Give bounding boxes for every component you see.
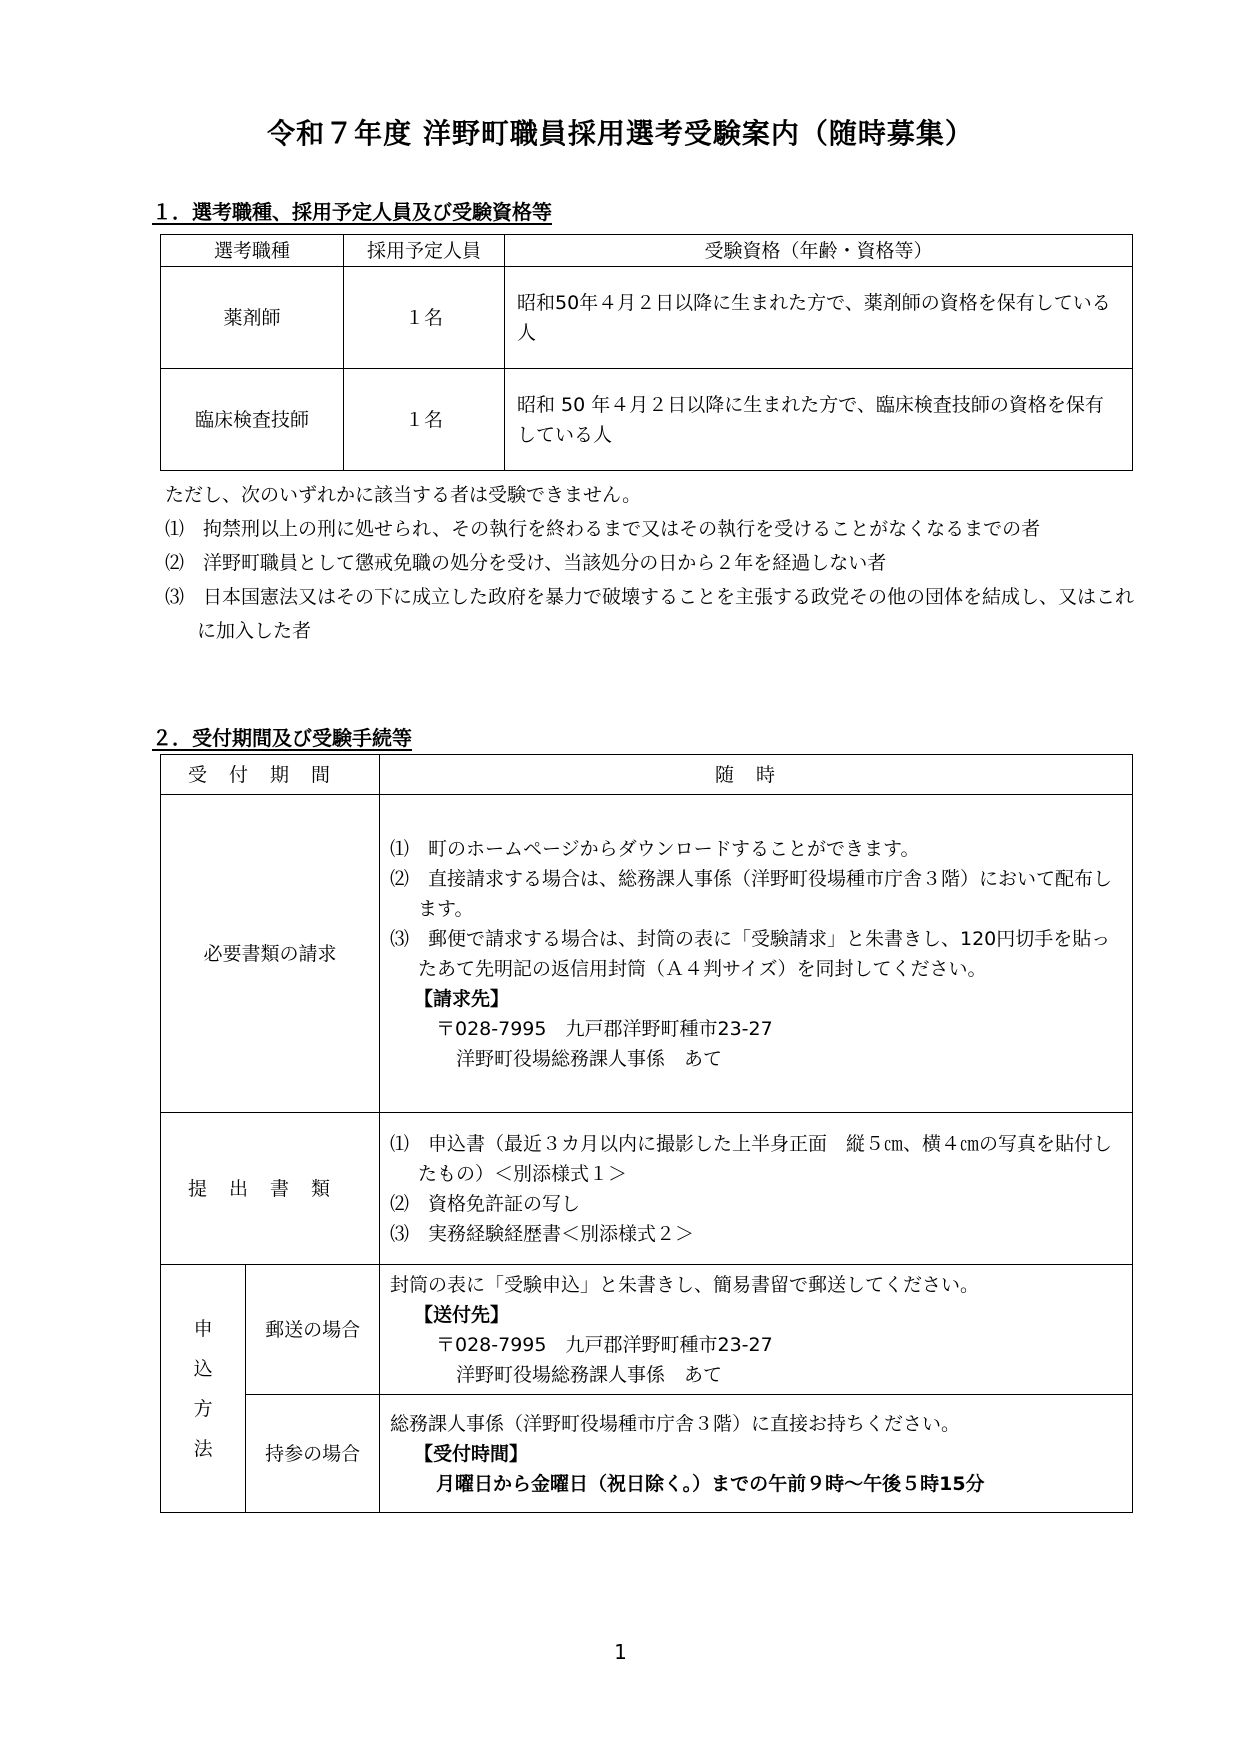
request-item: ⑵ 直接請求する場合は、総務課人事係（洋野町役場種市庁舎３階）において配布します。 [390, 867, 1113, 920]
table-header-row [161, 235, 1133, 267]
period-label: 受付期間 [161, 755, 380, 795]
table-row [161, 369, 1133, 471]
method-label-char: 方 [193, 1397, 213, 1420]
note-item: ⑶ 日本国憲法又はその下に成立した政府を暴力で破壊することを主張する政党その他の団体を結成し、又はこれに加入した者 [165, 586, 1135, 642]
request-label: 必要書類の請求 [161, 795, 380, 1113]
count-cell: １名 [344, 267, 505, 369]
mail-label: 郵送の場合 [246, 1265, 380, 1395]
docs-label: 提出書類 [161, 1113, 380, 1265]
mail-content [380, 1265, 1133, 1395]
docs-item: ⑶ 実務経験経歴書＜別添様式２＞ [390, 1222, 695, 1245]
period-value: 随時 [380, 755, 1133, 795]
request-dest-label: 【請求先】 [414, 987, 510, 1010]
bring-row [161, 1395, 1133, 1513]
mail-text: 封筒の表に「受験申込」と朱書きし、簡易書留で郵送してください。 [390, 1273, 980, 1296]
section1-heading: １．選考職種、採用予定人員及び受験資格等 [152, 200, 552, 224]
bring-label: 持参の場合 [246, 1395, 380, 1513]
mail-dest-name: 洋野町役場総務課人事係 あて [456, 1363, 723, 1386]
page-title: 令和７年度 洋野町職員採用選考受験案内（随時募集） [267, 117, 974, 150]
header-job: 選考職種 [161, 235, 344, 267]
disqualification-notes [165, 478, 1135, 648]
mail-row [161, 1265, 1133, 1395]
request-content [380, 795, 1133, 1113]
docs-item: ⑴ 申込書（最近３カ月以内に撮影した上半身正面 縦５㎝、横４㎝の写真を貼付したもの）＜別添様式１＞ [390, 1132, 1113, 1185]
method-label [161, 1265, 246, 1513]
procedure-table [160, 754, 1133, 1513]
bring-time-label: 【受付時間】 [414, 1442, 529, 1465]
request-row [161, 795, 1133, 1113]
request-dest-name: 洋野町役場総務課人事係 あて [456, 1047, 723, 1070]
notes-intro: ただし、次のいずれかに該当する者は受験できません。 [165, 484, 642, 506]
documents-row [161, 1113, 1133, 1265]
docs-item: ⑵ 資格免許証の写し [390, 1192, 581, 1215]
bring-text: 総務課人事係（洋野町役場種市庁舎３階）に直接お持ちください。 [390, 1412, 961, 1435]
qualification-cell: 昭和50年４月２日以降に生まれた方で、薬剤師の資格を保有している人 [505, 267, 1133, 369]
method-label-char: 申 [193, 1317, 213, 1340]
count-cell: １名 [344, 369, 505, 471]
header-count: 採用予定人員 [344, 235, 505, 267]
request-item: ⑶ 郵便で請求する場合は、封筒の表に「受験請求」と朱書きし、120円切手を貼ったあて先明記の返信用封筒（Ａ４判サイズ）を同封してください。 [390, 927, 1111, 980]
request-item: ⑴ 町のホームページからダウンロードすることができます。 [390, 837, 920, 860]
header-qualification: 受験資格（年齢・資格等） [505, 235, 1133, 267]
job-cell: 臨床検査技師 [161, 369, 344, 471]
mail-dest-label: 【送付先】 [414, 1303, 510, 1326]
bring-content [380, 1395, 1133, 1513]
mail-dest-address: 〒028-7995 九戸郡洋野町種市23-27 [436, 1333, 773, 1356]
job-cell: 薬剤師 [161, 267, 344, 369]
page-number: 1 [614, 1640, 627, 1664]
period-row [161, 755, 1133, 795]
request-dest-address: 〒028-7995 九戸郡洋野町種市23-27 [436, 1017, 773, 1040]
qualification-cell: 昭和 50 年４月２日以降に生まれた方で、臨床検査技師の資格を保有している人 [505, 369, 1133, 471]
table-row [161, 267, 1133, 369]
note-item: ⑵ 洋野町職員として懲戒免職の処分を受け、当該処分の日から２年を経過しない者 [165, 552, 887, 574]
bring-time: 月曜日から金曜日（祝日除く。）までの午前９時～午後５時15分 [436, 1472, 985, 1495]
note-item: ⑴ 拘禁刑以上の刑に処せられ、その執行を終わるまで又はその執行を受けることがなくなるまでの者 [165, 518, 1041, 540]
docs-content [380, 1113, 1133, 1265]
method-label-char: 込 [193, 1357, 213, 1380]
section2-heading: ２．受付期間及び受験手続等 [152, 726, 412, 750]
method-label-char: 法 [193, 1437, 213, 1460]
qualification-table [160, 234, 1133, 471]
